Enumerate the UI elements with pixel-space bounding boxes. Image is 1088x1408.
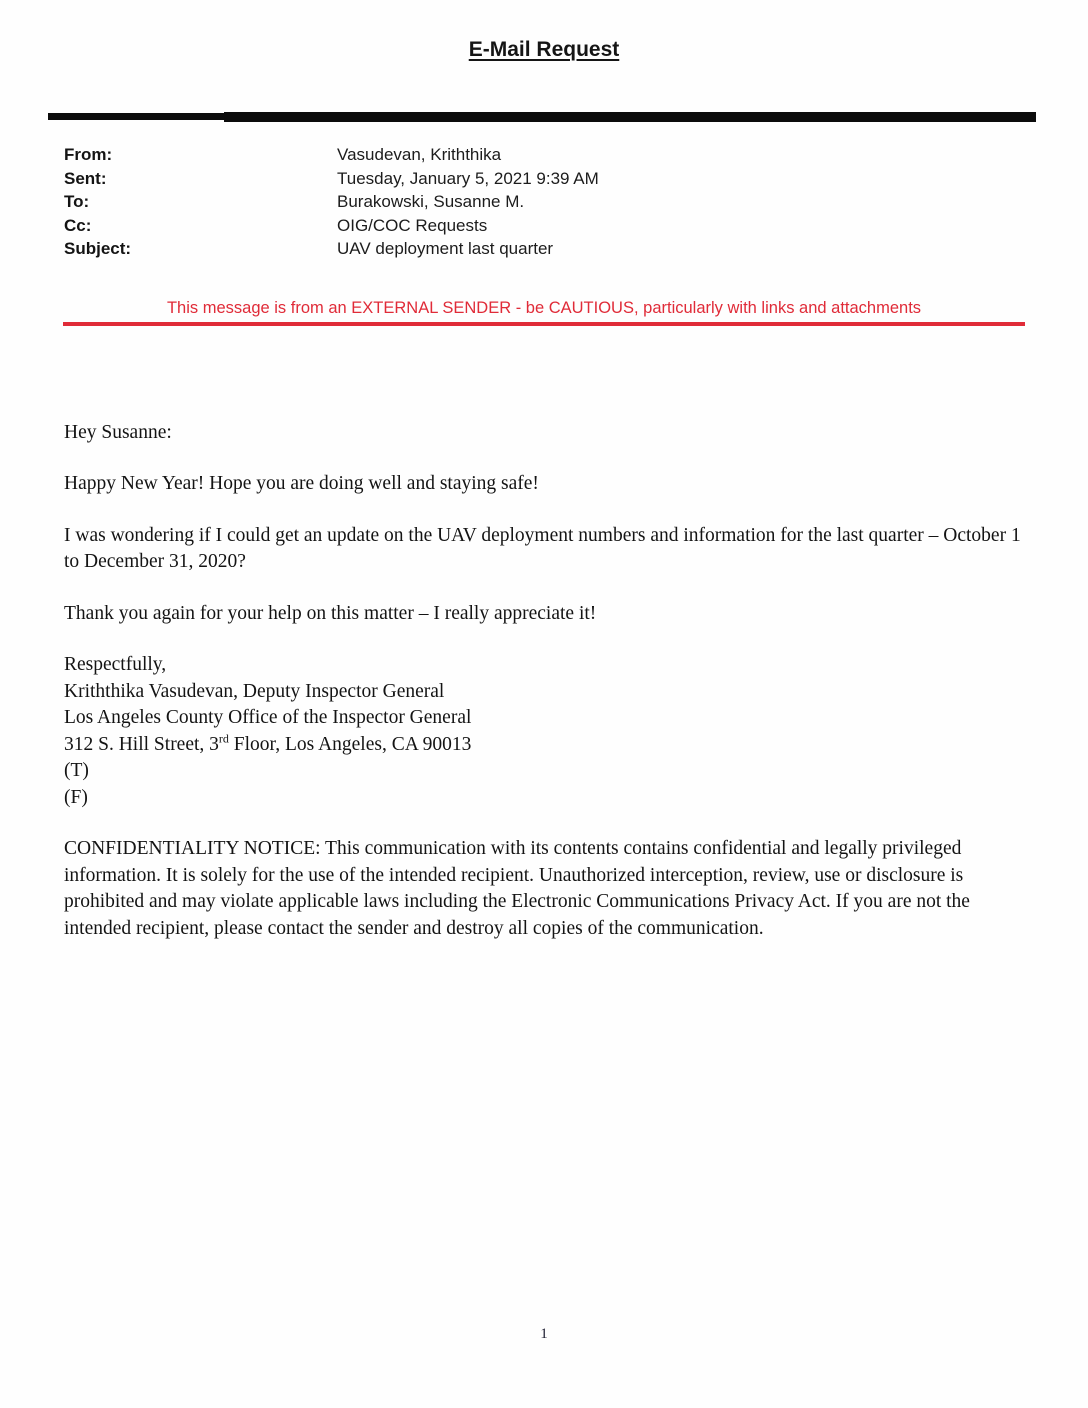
paragraph: Happy New Year! Hope you are doing well and staying safe!	[64, 473, 539, 494]
header-field-value: Tuesday, January 5, 2021 9:39 AM	[337, 168, 599, 188]
signature-address	[64, 732, 1026, 759]
header-field-label: From:	[64, 145, 113, 164]
external-sender-warning-text: This message is from an EXTERNAL SENDER - be CAUTIOUS, particularly with links and attachments	[166, 298, 922, 317]
header-field-value: UAV deployment last quarter	[337, 239, 554, 258]
header-field-label: To:	[64, 192, 90, 211]
header-row-sent	[64, 167, 1024, 191]
header-row-cc	[64, 214, 1024, 238]
signature-closing: Respectfully,	[64, 654, 167, 675]
greeting: Hey Susanne:	[64, 421, 172, 443]
confidentiality-notice: CONFIDENTIALITY NOTICE: This communication with its contents contains confidential and legally privileged information. It is solely for the use of the intended recipient. Unauthorized interception, review, use or disclosure is prohibited and may violate applicable laws including the Electronic Communications Privacy Act. If you are not the intended recipient, please contact the sender and destroy all copies of the communication.	[64, 838, 970, 939]
header-field-value: OIG/COC Requests	[337, 215, 488, 235]
signature-organization: Los Angeles County Office of the Inspector General	[64, 707, 472, 728]
page-number: 1	[540, 1326, 548, 1342]
external-sender-warning-rule	[63, 322, 1025, 326]
header-divider-bar	[48, 112, 1036, 123]
signature-block	[64, 652, 1026, 811]
email-body	[64, 420, 1026, 943]
signature-address-ordinal: rd	[218, 731, 229, 745]
header-field-value: Vasudevan, Kriththika	[337, 145, 502, 164]
header-field-label: Cc:	[64, 215, 92, 235]
header-divider-bar-left	[48, 113, 224, 120]
header-row-subject	[64, 237, 1024, 261]
header-divider-bar-right	[224, 112, 1036, 122]
paragraph: Thank you again for your help on this matter – I really appreciate it!	[64, 602, 597, 624]
header-field-value: Burakowski, Susanne M.	[337, 192, 525, 211]
external-sender-warning	[63, 297, 1025, 326]
signature-fax-line: (F)	[64, 786, 88, 808]
page-title-text: E-Mail Request	[468, 38, 620, 61]
signature-address-pre: 312 S. Hill Street, 3	[64, 733, 219, 755]
header-row-from	[64, 143, 1024, 167]
signature-name: Kriththika Vasudevan, Deputy Inspector General	[64, 680, 445, 702]
header-field-label: Subject:	[64, 239, 132, 258]
page-title	[0, 38, 1088, 62]
signature-address-post: Floor, Los Angeles, CA 90013	[228, 733, 472, 755]
header-field-label: Sent:	[64, 168, 107, 188]
paragraph: I was wondering if I could get an update on the UAV deployment numbers and information for the last quarter – October 1 to December 31, 2020?	[64, 524, 1021, 572]
header-row-to	[64, 190, 1024, 214]
email-header-fields	[64, 143, 1024, 261]
signature-phone-line: (T)	[64, 760, 89, 781]
